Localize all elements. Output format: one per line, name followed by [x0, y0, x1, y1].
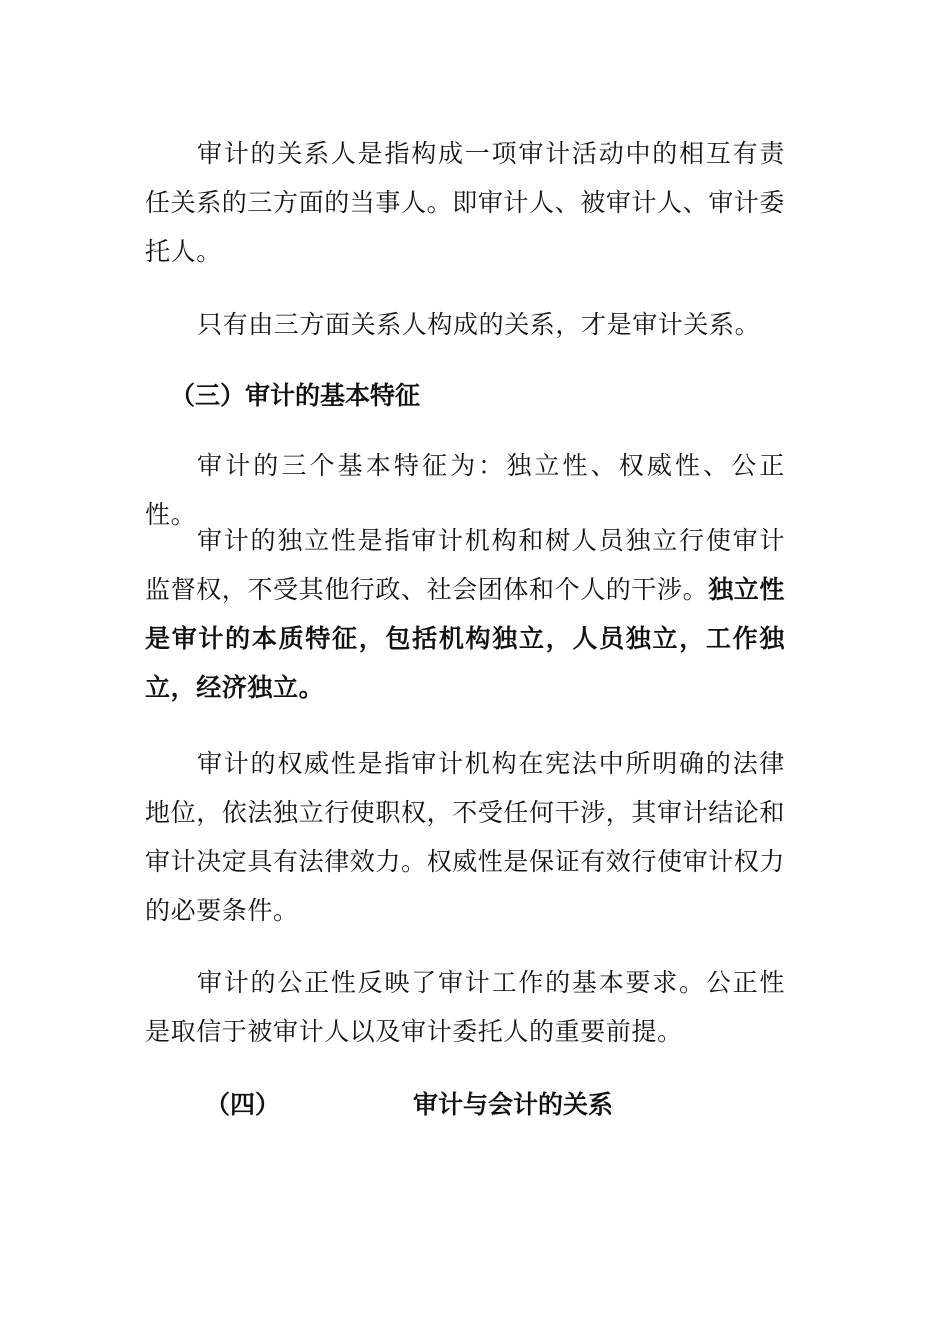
- paragraph-three-features: 审计的三个基本特征为：独立性、权威性、公正性。: [145, 451, 785, 529]
- paragraph-fairness: 审计的公正性反映了审计工作的基本要求。公正性是取信于被审计人以及审计委托人的重要前提。: [145, 968, 785, 1046]
- independence-text: 审计的独立性是指审计机构和树人员独立行使审计监督权，不受其他行政、社会团体和个人的干涉。: [145, 526, 785, 604]
- paragraph-authority: 审计的权威性是指审计机构在宪法中所明确的法律地位，依法独立行使职权，不受任何干涉，其审计结论和审计决定具有法律效力。权威性是保证有效行使审计权力的必要条件。: [145, 749, 786, 925]
- independence-emphasis: 独立性是审计的本质特征，包括机构独立，人员独立，工作独立，经济独立。: [145, 575, 786, 702]
- section-number: （四）: [205, 1090, 281, 1119]
- section-heading-basic-features: （三）审计的基本特征: [170, 381, 421, 410]
- paragraph-audit-relationship: 只有由三方面关系人构成的关系，才是审计关系。: [197, 310, 761, 339]
- section-title: 审计与会计的关系: [413, 1090, 614, 1119]
- paragraph-independence: [145, 516, 785, 712]
- paragraph-audit-parties: 审计的关系人是指构成一项审计活动中的相互有责任关系的三方面的当事人。即审计人、被审计人、审计委托人。: [145, 139, 786, 266]
